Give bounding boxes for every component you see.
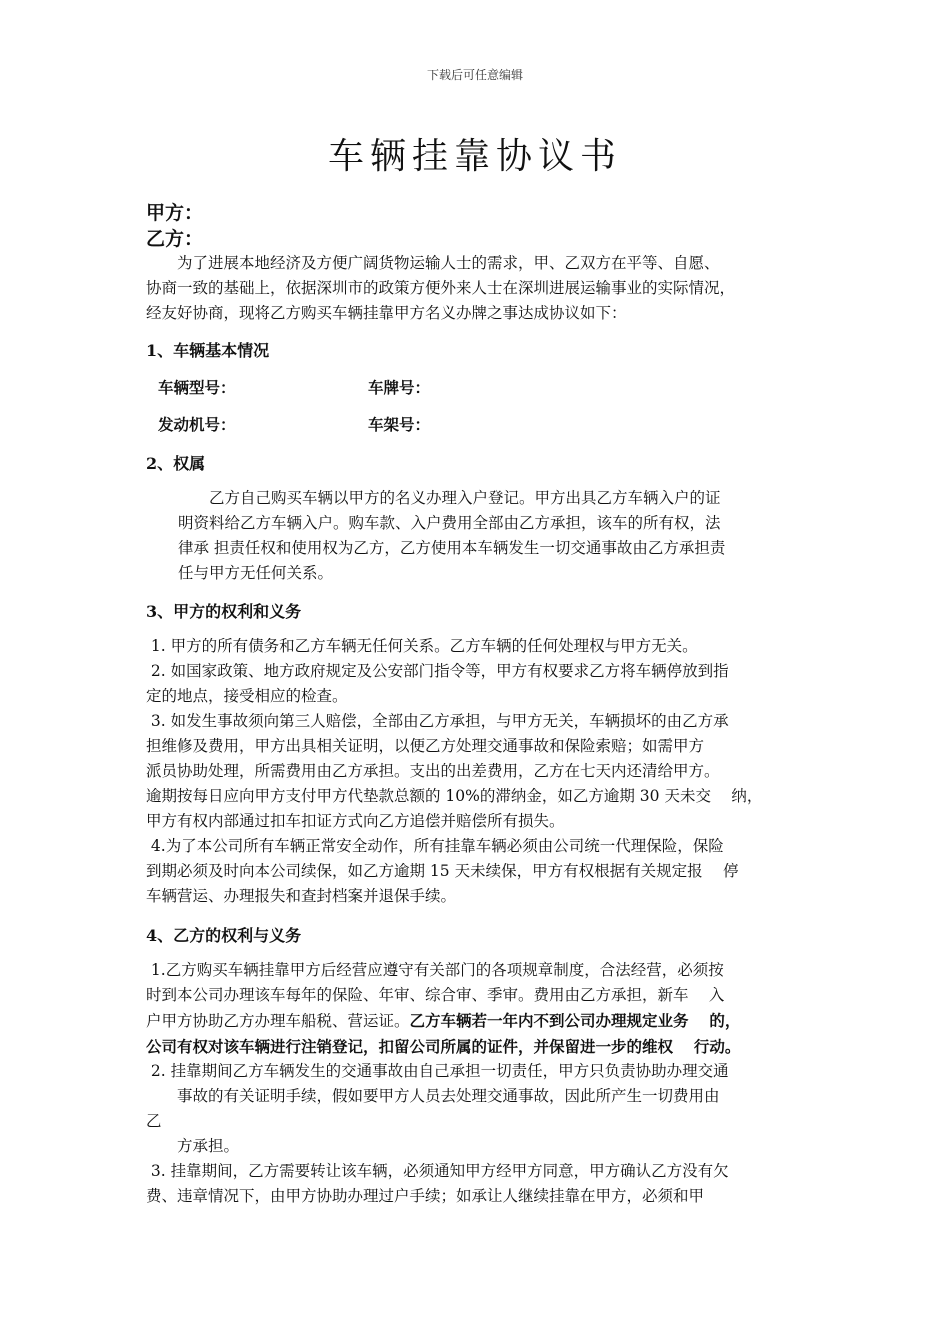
section-3-line: 甲方有权内部通过扣车扣证方式向乙方追偿并赔偿所有损失。 [146,812,565,830]
section-3-line: 派员协助处理，所需费用由乙方承担。支出的出差费用，乙方在七天内还清给甲方。 [146,762,720,780]
section-4-line: 3. 挂靠期间，乙方需要转让该车辆，必须通知甲方经甲方同意，甲方确认乙方没有欠 [146,1162,729,1180]
section-3-line: 4.为了本公司所有车辆正常安全动作，所有挂靠车辆必须由公司统一代理保险，保险 [146,837,724,855]
party-b-label: 乙方： [146,228,204,250]
section-3-line: 担维修及费用，甲方出具相关证明，以便乙方处理交通事故和保险索赔；如需甲方 [146,737,705,755]
section-4-line: 时到本公司办理该车每年的保险、年审、综合审、季审。费用由乙方承担，新车 入 [146,986,725,1004]
section-2-line: 律承 担责任权和使用权为乙方，乙方使用本车辆发生一切交通事故由乙方承担责 [178,539,726,557]
vehicle-model-label: 车辆型号： [158,378,236,397]
section-4-bold-line: 公司有权对该车辆进行注销登记，扣留公司所属的证件，并保留进一步的维权 行动。 [146,1037,741,1056]
section-3-paragraph [146,634,818,909]
frame-number-label: 车架号： [368,415,431,434]
section-3-line: 3. 如发生事故须向第三人赔偿，全部由乙方承担，与甲方无关，车辆损坏的由乙方承 [146,712,729,730]
intro-line: 经友好协商，现将乙方购买车辆挂靠甲方名义办牌之事达成协议如下： [146,304,627,322]
section-3-line: 2. 如国家政策、地方政府规定及公安部门指令等，甲方有权要求乙方将车辆停放到指 [146,662,729,680]
header-note: 下载后可任意编辑 [426,68,523,82]
party-a-label: 甲方： [146,202,204,224]
document-title: 车辆挂靠协议书 [327,136,622,177]
section-4-heading: 4、乙方的权利与义务 [146,926,302,945]
section-2-line: 乙方自己购买车辆以甲方的名义办理入户登记。甲方出具乙方车辆入户的证 [178,489,721,507]
section-3-line: 定的地点，接受相应的检查。 [146,687,348,705]
section-4-line: 方承担。 [146,1137,240,1155]
section-2-paragraph [178,486,818,586]
section-4-line: 乙 [146,1112,162,1130]
section-2-heading: 2、权属 [146,454,206,473]
section-3-heading: 3、甲方的权利和义务 [146,602,302,621]
section-3-line: 1. 甲方的所有债务和乙方车辆无任何关系。乙方车辆的任何处理权与甲方无关。 [146,637,698,655]
section-4-line [146,1008,818,1034]
intro-line: 为了进展本地经济及方便广阔货物运输人士的需求，甲、乙双方在平等、自愿、 [146,254,720,272]
intro-line: 协商一致的基础上，依据深圳市的政策方便外来人士在深圳进展运输事业的实际情况， [146,279,736,297]
section-4-text: 户甲方协助乙方办理车船税、营运证。 [146,1012,410,1030]
plate-number-label: 车牌号： [368,378,431,397]
engine-number-label: 发动机号： [158,415,236,434]
section-1-heading: 1、车辆基本情况 [146,341,270,360]
section-4-line: 事故的有关证明手续，假如要甲方人员去处理交通事故，因此所产生一切费用由 [146,1087,720,1105]
intro-paragraph [146,251,818,326]
section-3-line: 到期必须及时向本公司续保，如乙方逾期 15 天未续保，甲方有权根据有关规定报 停 [146,862,739,880]
section-2-line: 明资料给乙方车辆入户。购车款、入户费用全部由乙方承担，该车的所有权，法 [178,514,721,532]
section-4-paragraph [146,958,818,1209]
section-4-line: 1.乙方购买车辆挂靠甲方后经营应遵守有关部门的各项规章制度，合法经营，必须按 [146,961,724,979]
section-4-bold-text: 乙方车辆若一年内不到公司办理规定业务 的， [409,1011,741,1030]
section-2-line: 任与甲方无任何关系。 [178,564,334,582]
section-4-line: 2. 挂靠期间乙方车辆发生的交通事故由自己承担一切责任，甲方只负责协助办理交通 [146,1062,729,1080]
section-3-line: 车辆营运、办理报失和查封档案并退保手续。 [146,887,457,905]
section-4-line: 费、违章情况下，由甲方协助办理过户手续；如承让人继续挂靠在甲方，必须和甲 [146,1187,705,1205]
section-3-line: 逾期按每日应向甲方支付甲方代垫款总额的 10%的滞纳金，如乙方逾期 30 天未交 纳， [146,787,763,805]
